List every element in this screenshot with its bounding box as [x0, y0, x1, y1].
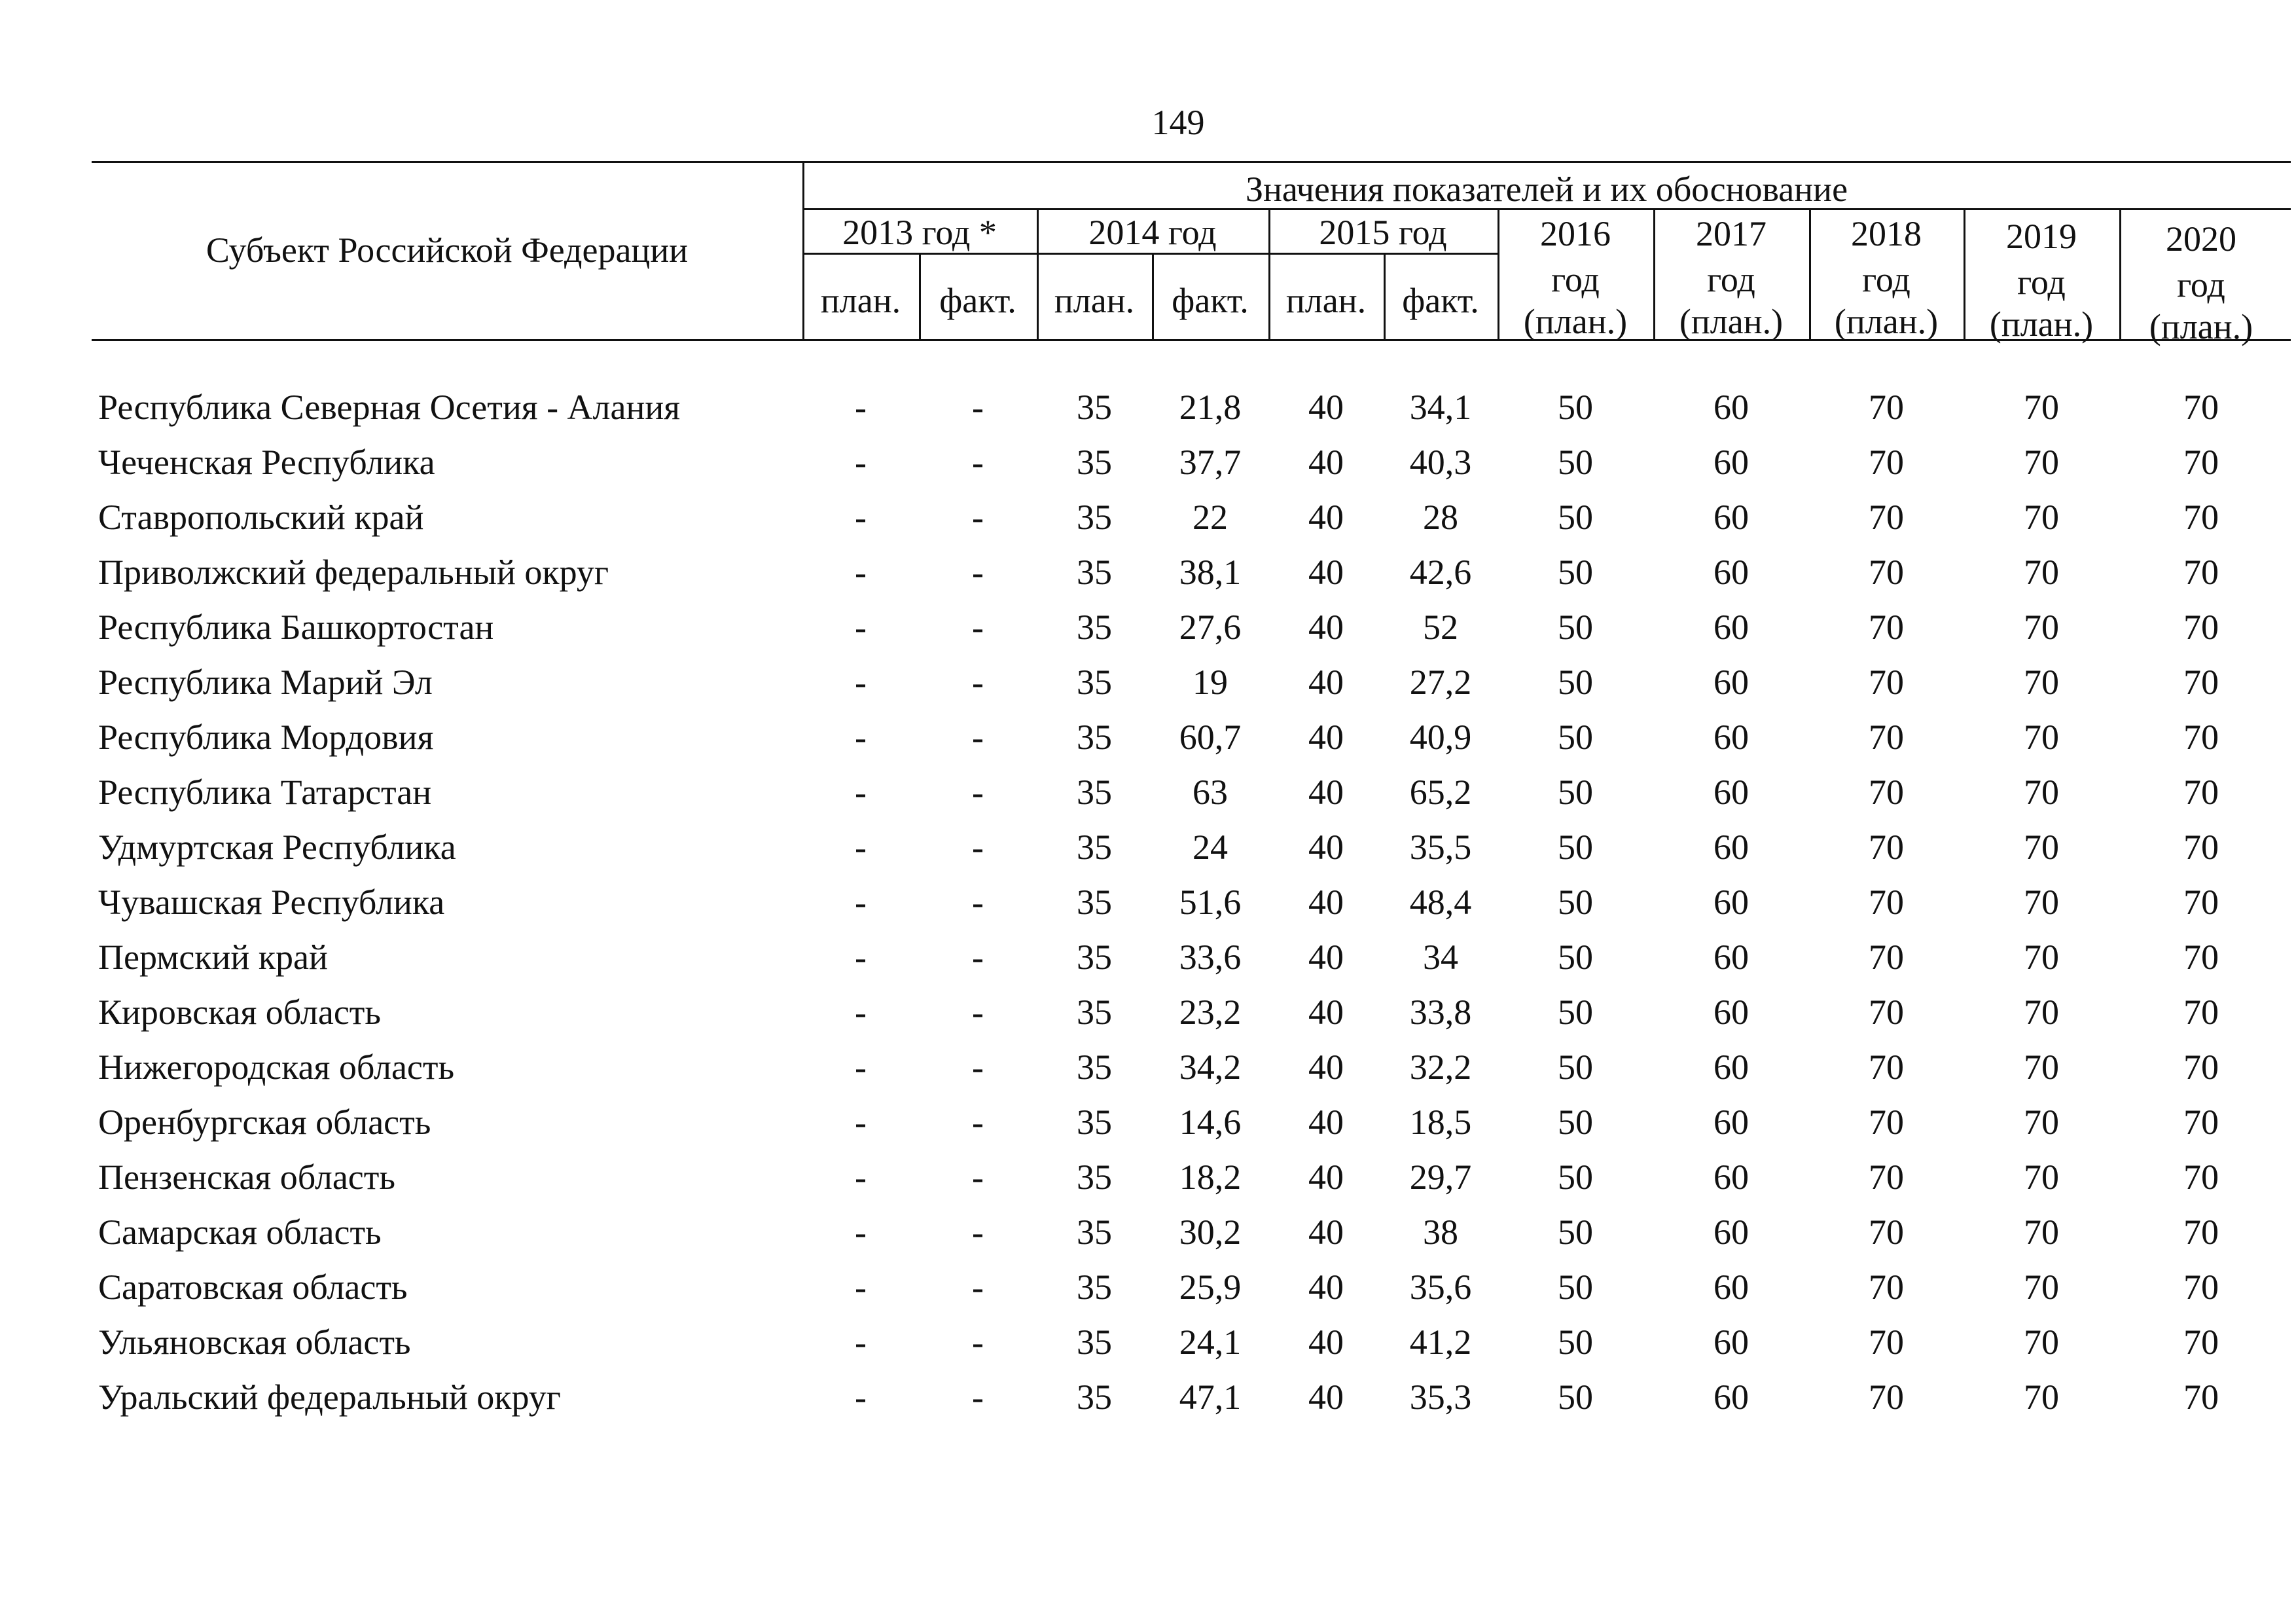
plan-2020-cell: 70	[2183, 498, 2219, 537]
plan-2017-cell: 60	[1713, 1377, 1749, 1417]
fact-2013-header: факт.	[939, 281, 1016, 320]
fact-2013-cell: -	[972, 773, 984, 812]
fact-2015-cell: 40,9	[1409, 718, 1472, 757]
plan-2020-cell: 70	[2183, 608, 2219, 647]
plan-2016-cell: 50	[1558, 1267, 1593, 1307]
fact-2014-cell: 21,8	[1179, 388, 1242, 427]
plan-2013-cell: -	[855, 1158, 867, 1197]
god-2019-label: год	[2017, 263, 2066, 302]
plan-2015-cell: 40	[1308, 1158, 1344, 1197]
plan-2020-cell: 70	[2183, 883, 2219, 922]
plan-2016-cell: 50	[1558, 1213, 1593, 1252]
plan-2019-cell: 70	[2024, 1048, 2059, 1087]
fact-2015-header: факт.	[1402, 281, 1479, 320]
fact-2013-cell: -	[972, 883, 984, 922]
fact-2013-cell: -	[972, 828, 984, 867]
fact-2013-cell: -	[972, 993, 984, 1032]
plan-2018-cell: 70	[1869, 1103, 1904, 1142]
plan-2014-cell: 35	[1077, 828, 1112, 867]
fact-2013-cell: -	[972, 938, 984, 977]
year-2018-header: 2018	[1851, 214, 1922, 253]
year-2019-header: 2019	[2006, 217, 2077, 256]
plan-2018-cell: 70	[1869, 553, 1904, 592]
plan-2013-cell: -	[855, 553, 867, 592]
god-2020-label: год	[2177, 265, 2225, 304]
table-row	[0, 875, 2296, 930]
subject-name-cell: Пермский край	[98, 938, 328, 977]
plan-2016-cell: 50	[1558, 553, 1593, 592]
plan-2017-cell: 60	[1713, 828, 1749, 867]
plan-2020-cell: 70	[2183, 663, 2219, 702]
table-top-rule	[92, 161, 2291, 163]
fact-2015-cell: 35,6	[1409, 1267, 1472, 1307]
plan-2017-cell: 60	[1713, 663, 1749, 702]
subject-name-cell: Республика Северная Осетия - Алания	[98, 388, 681, 427]
plan-2019-cell: 70	[2024, 828, 2059, 867]
plan-2016-cell: 50	[1558, 828, 1593, 867]
fact-2014-cell: 24	[1193, 828, 1228, 867]
page-number: 149	[1151, 103, 1205, 142]
plan-2015-cell: 40	[1308, 1213, 1344, 1252]
plan-2013-cell: -	[855, 773, 867, 812]
fact-2015-cell: 34,1	[1409, 388, 1472, 427]
plan-2014-cell: 35	[1077, 1322, 1112, 1362]
plan-2018-cell: 70	[1869, 1213, 1904, 1252]
fact-2013-cell: -	[972, 608, 984, 647]
fact-2015-cell: 41,2	[1409, 1322, 1472, 1362]
plan-2015-cell: 40	[1308, 388, 1344, 427]
plan-2015-cell: 40	[1308, 883, 1344, 922]
table-row	[0, 1260, 2296, 1315]
table-row	[0, 545, 2296, 600]
table-row	[0, 435, 2296, 490]
plan-2014-cell: 35	[1077, 1158, 1112, 1197]
plan-2020-cell: 70	[2183, 1158, 2219, 1197]
plan-2016-cell: 50	[1558, 1377, 1593, 1417]
plan-2017-cell: 60	[1713, 1103, 1749, 1142]
subject-name-cell: Самарская область	[98, 1213, 382, 1252]
plan-2015-cell: 40	[1308, 553, 1344, 592]
plan-2014-cell: 35	[1077, 773, 1112, 812]
fact-2015-cell: 48,4	[1409, 883, 1472, 922]
year-2014-header: 2014 год	[1088, 213, 1217, 252]
plan-2016-cell: 50	[1558, 1103, 1593, 1142]
fact-2013-cell: -	[972, 1048, 984, 1087]
plan-2018-cell: 70	[1869, 828, 1904, 867]
plan-2016-cell: 50	[1558, 1158, 1593, 1197]
plan-2013-cell: -	[855, 388, 867, 427]
fact-2014-cell: 34,2	[1179, 1048, 1242, 1087]
plan-2017-cell: 60	[1713, 388, 1749, 427]
plan-2015-cell: 40	[1308, 718, 1344, 757]
table-row	[0, 820, 2296, 875]
plan-2014-cell: 35	[1077, 718, 1112, 757]
fact-2015-cell: 33,8	[1409, 993, 1472, 1032]
plan-2015-cell: 40	[1308, 443, 1344, 482]
plan-2016-cell: 50	[1558, 608, 1593, 647]
plan-2013-cell: -	[855, 1377, 867, 1417]
subject-name-cell: Республика Марий Эл	[98, 663, 433, 702]
plan-2019-cell: 70	[2024, 608, 2059, 647]
subject-name-cell: Саратовская область	[98, 1267, 408, 1307]
plan-2017-cell: 60	[1713, 1322, 1749, 1362]
plan-2014-cell: 35	[1077, 443, 1112, 482]
subject-name-cell: Оренбургская область	[98, 1103, 431, 1142]
plan-2015-cell: 40	[1308, 938, 1344, 977]
plan-2014-cell: 35	[1077, 1377, 1112, 1417]
god-2016-label: год	[1551, 260, 1600, 299]
plan-2013-cell: -	[855, 608, 867, 647]
fact-2014-cell: 60,7	[1179, 718, 1242, 757]
plan-2019-cell: 70	[2024, 1322, 2059, 1362]
plan-2014-cell: 35	[1077, 663, 1112, 702]
plan-2017-cell: 60	[1713, 883, 1749, 922]
fact-2013-cell: -	[972, 1103, 984, 1142]
plan-2016-cell: 50	[1558, 993, 1593, 1032]
plan-2015-cell: 40	[1308, 1267, 1344, 1307]
plan-2014-cell: 35	[1077, 938, 1112, 977]
plan-2017-cell: 60	[1713, 993, 1749, 1032]
plan-2020-cell: 70	[2183, 938, 2219, 977]
fact-2014-cell: 51,6	[1179, 883, 1242, 922]
plan-2017-cell: 60	[1713, 608, 1749, 647]
fact-2013-cell: -	[972, 443, 984, 482]
plan-2015-cell: 40	[1308, 608, 1344, 647]
plan-2013-cell: -	[855, 938, 867, 977]
fact-2015-cell: 28	[1423, 498, 1458, 537]
plan-2018-cell: 70	[1869, 663, 1904, 702]
year-group-rule	[802, 253, 1498, 255]
fact-2014-cell: 27,6	[1179, 608, 1242, 647]
plan-2014-cell: 35	[1077, 883, 1112, 922]
plan-2014-cell: 35	[1077, 993, 1112, 1032]
fact-2014-cell: 47,1	[1179, 1377, 1242, 1417]
plan-2015-header: план.	[1285, 281, 1367, 320]
plan-2020-cell: 70	[2183, 1048, 2219, 1087]
fact-2013-cell: -	[972, 498, 984, 537]
subject-name-cell: Приволжский федеральный округ	[98, 553, 609, 592]
plan-2014-cell: 35	[1077, 1048, 1112, 1087]
plan-2017-label: (план.)	[1679, 302, 1784, 341]
table-row	[0, 1315, 2296, 1370]
table-row	[0, 930, 2296, 985]
plan-2019-cell: 70	[2024, 773, 2059, 812]
subject-name-cell: Ставропольский край	[98, 498, 424, 537]
plan-2016-cell: 50	[1558, 938, 1593, 977]
subject-name-cell: Республика Татарстан	[98, 773, 432, 812]
plan-2019-cell: 70	[2024, 498, 2059, 537]
plan-2018-cell: 70	[1869, 1377, 1904, 1417]
plan-2019-cell: 70	[2024, 553, 2059, 592]
fact-2014-cell: 25,9	[1179, 1267, 1242, 1307]
year-2016-header: 2016	[1540, 214, 1611, 253]
subject-name-cell: Республика Башкортостан	[98, 608, 494, 647]
subject-name-cell: Удмуртская Республика	[98, 828, 456, 867]
plan-2019-cell: 70	[2024, 388, 2059, 427]
plan-2016-cell: 50	[1558, 388, 1593, 427]
plan-2013-cell: -	[855, 663, 867, 702]
plan-2014-cell: 35	[1077, 388, 1112, 427]
table-row	[0, 765, 2296, 820]
plan-2019-cell: 70	[2024, 663, 2059, 702]
plan-2020-cell: 70	[2183, 443, 2219, 482]
plan-2020-cell: 70	[2183, 828, 2219, 867]
god-2017-label: год	[1707, 260, 1755, 299]
plan-2016-cell: 50	[1558, 663, 1593, 702]
fact-2014-cell: 19	[1193, 663, 1228, 702]
plan-2019-label: (план.)	[1989, 304, 2094, 344]
table-row	[0, 600, 2296, 655]
plan-2017-cell: 60	[1713, 553, 1749, 592]
plan-2014-cell: 35	[1077, 1103, 1112, 1142]
god-2018-label: год	[1862, 260, 1910, 299]
plan-2016-cell: 50	[1558, 443, 1593, 482]
plan-2020-cell: 70	[2183, 553, 2219, 592]
plan-2019-cell: 70	[2024, 1377, 2059, 1417]
plan-2018-cell: 70	[1869, 388, 1904, 427]
fact-2013-cell: -	[972, 718, 984, 757]
plan-2020-cell: 70	[2183, 1103, 2219, 1142]
plan-2018-cell: 70	[1869, 773, 1904, 812]
plan-2013-cell: -	[855, 828, 867, 867]
plan-2020-cell: 70	[2183, 773, 2219, 812]
plan-2013-cell: -	[855, 443, 867, 482]
subject-name-cell: Ульяновская область	[98, 1322, 411, 1362]
plan-2018-cell: 70	[1869, 938, 1904, 977]
fact-2015-cell: 65,2	[1409, 773, 1472, 812]
fact-2014-cell: 14,6	[1179, 1103, 1242, 1142]
values-group-header: Значения показателей и их обоснование	[1245, 170, 1848, 209]
plan-2017-cell: 60	[1713, 1267, 1749, 1307]
fact-2013-cell: -	[972, 1322, 984, 1362]
plan-2014-cell: 35	[1077, 1213, 1112, 1252]
fact-2014-cell: 18,2	[1179, 1158, 1242, 1197]
plan-2020-cell: 70	[2183, 1377, 2219, 1417]
plan-2013-cell: -	[855, 718, 867, 757]
plan-2019-cell: 70	[2024, 883, 2059, 922]
fact-2013-cell: -	[972, 553, 984, 592]
plan-2019-cell: 70	[2024, 938, 2059, 977]
table-row	[0, 380, 2296, 435]
plan-2020-cell: 70	[2183, 1322, 2219, 1362]
fact-2015-cell: 52	[1423, 608, 1458, 647]
plan-2020-cell: 70	[2183, 1267, 2219, 1307]
plan-2019-cell: 70	[2024, 1103, 2059, 1142]
table-row	[0, 1095, 2296, 1150]
plan-2016-label: (план.)	[1523, 302, 1628, 341]
plan-2016-cell: 50	[1558, 773, 1593, 812]
plan-2019-cell: 70	[2024, 1213, 2059, 1252]
plan-2018-cell: 70	[1869, 1267, 1904, 1307]
subject-name-cell: Кировская область	[98, 993, 382, 1032]
plan-2017-cell: 60	[1713, 498, 1749, 537]
subject-name-cell: Чеченская Республика	[98, 443, 435, 482]
plan-2014-header: план.	[1054, 281, 1135, 320]
plan-2017-cell: 60	[1713, 773, 1749, 812]
plan-2017-cell: 60	[1713, 1213, 1749, 1252]
plan-2013-header: план.	[820, 281, 901, 320]
plan-2014-cell: 35	[1077, 553, 1112, 592]
fact-2014-header: факт.	[1172, 281, 1249, 320]
plan-2017-cell: 60	[1713, 938, 1749, 977]
fact-2014-cell: 63	[1193, 773, 1228, 812]
fact-2013-cell: -	[972, 663, 984, 702]
plan-2018-cell: 70	[1869, 1322, 1904, 1362]
fact-2014-cell: 37,7	[1179, 443, 1242, 482]
plan-2016-cell: 50	[1558, 718, 1593, 757]
plan-2013-cell: -	[855, 498, 867, 537]
plan-2013-cell: -	[855, 883, 867, 922]
plan-2015-cell: 40	[1308, 1103, 1344, 1142]
year-2020-header: 2020	[2166, 219, 2236, 259]
fact-2013-cell: -	[972, 388, 984, 427]
fact-2013-cell: -	[972, 1158, 984, 1197]
plan-2018-cell: 70	[1869, 1158, 1904, 1197]
plan-2015-cell: 40	[1308, 773, 1344, 812]
table-row	[0, 655, 2296, 710]
plan-2016-cell: 50	[1558, 498, 1593, 537]
year-2013-header: 2013 год *	[842, 213, 997, 252]
plan-2015-cell: 40	[1308, 663, 1344, 702]
plan-2018-cell: 70	[1869, 993, 1904, 1032]
plan-2015-cell: 40	[1308, 498, 1344, 537]
subject-name-cell: Уральский федеральный округ	[98, 1377, 561, 1417]
plan-2014-cell: 35	[1077, 608, 1112, 647]
plan-2018-cell: 70	[1869, 883, 1904, 922]
year-2017-header: 2017	[1696, 214, 1767, 253]
fact-2014-cell: 22	[1193, 498, 1228, 537]
plan-2017-cell: 60	[1713, 443, 1749, 482]
plan-2018-cell: 70	[1869, 1048, 1904, 1087]
fact-2015-cell: 29,7	[1409, 1158, 1472, 1197]
plan-2017-cell: 60	[1713, 718, 1749, 757]
fact-2014-cell: 33,6	[1179, 938, 1242, 977]
plan-2013-cell: -	[855, 1048, 867, 1087]
plan-2018-cell: 70	[1869, 498, 1904, 537]
plan-2020-cell: 70	[2183, 993, 2219, 1032]
fact-2015-cell: 38	[1423, 1213, 1458, 1252]
table-row	[0, 1205, 2296, 1260]
plan-2019-cell: 70	[2024, 1267, 2059, 1307]
fact-2015-cell: 27,2	[1409, 663, 1472, 702]
plan-2016-cell: 50	[1558, 1048, 1593, 1087]
plan-2014-cell: 35	[1077, 1267, 1112, 1307]
plan-2015-cell: 40	[1308, 993, 1344, 1032]
plan-2017-cell: 60	[1713, 1158, 1749, 1197]
fact-2015-cell: 35,5	[1409, 828, 1472, 867]
table-row	[0, 985, 2296, 1040]
plan-2015-cell: 40	[1308, 828, 1344, 867]
plan-2015-cell: 40	[1308, 1322, 1344, 1362]
plan-2013-cell: -	[855, 1103, 867, 1142]
fact-2015-cell: 40,3	[1409, 443, 1472, 482]
subject-name-cell: Чувашская Республика	[98, 883, 445, 922]
plan-2019-cell: 70	[2024, 443, 2059, 482]
subject-name-cell: Республика Мордовия	[98, 718, 434, 757]
plan-2018-cell: 70	[1869, 718, 1904, 757]
subject-column-header: Субъект Российской Федерации	[206, 230, 689, 270]
fact-2013-cell: -	[972, 1377, 984, 1417]
plan-2015-cell: 40	[1308, 1377, 1344, 1417]
plan-2014-cell: 35	[1077, 498, 1112, 537]
fact-2015-cell: 18,5	[1409, 1103, 1472, 1142]
plan-2020-label: (план.)	[2149, 307, 2253, 346]
subject-name-cell: Нижегородская область	[98, 1048, 455, 1087]
plan-2018-label: (план.)	[1834, 302, 1939, 341]
fact-2015-cell: 34	[1423, 938, 1458, 977]
table-row	[0, 1370, 2296, 1425]
plan-2018-cell: 70	[1869, 443, 1904, 482]
fact-2015-cell: 32,2	[1409, 1048, 1472, 1087]
fact-2014-cell: 24,1	[1179, 1322, 1242, 1362]
fact-2015-cell: 35,3	[1409, 1377, 1472, 1417]
fact-2015-cell: 42,6	[1409, 553, 1472, 592]
table-row	[0, 490, 2296, 545]
plan-2013-cell: -	[855, 1267, 867, 1307]
plan-2019-cell: 70	[2024, 993, 2059, 1032]
plan-2017-cell: 60	[1713, 1048, 1749, 1087]
table-row	[0, 1150, 2296, 1205]
fact-2014-cell: 23,2	[1179, 993, 1242, 1032]
fact-2013-cell: -	[972, 1267, 984, 1307]
plan-2015-cell: 40	[1308, 1048, 1344, 1087]
plan-2020-cell: 70	[2183, 718, 2219, 757]
plan-2016-cell: 50	[1558, 1322, 1593, 1362]
year-2015-header: 2015 год	[1319, 213, 1447, 252]
fact-2014-cell: 38,1	[1179, 553, 1242, 592]
plan-2020-cell: 70	[2183, 1213, 2219, 1252]
plan-2013-cell: -	[855, 1213, 867, 1252]
fact-2013-cell: -	[972, 1213, 984, 1252]
table-row	[0, 1040, 2296, 1095]
plan-2018-cell: 70	[1869, 608, 1904, 647]
fact-2014-cell: 30,2	[1179, 1213, 1242, 1252]
plan-2013-cell: -	[855, 993, 867, 1032]
plan-2020-cell: 70	[2183, 388, 2219, 427]
plan-2019-cell: 70	[2024, 718, 2059, 757]
subject-name-cell: Пензенская область	[98, 1158, 395, 1197]
plan-2016-cell: 50	[1558, 883, 1593, 922]
plan-2019-cell: 70	[2024, 1158, 2059, 1197]
table-row	[0, 710, 2296, 765]
plan-2013-cell: -	[855, 1322, 867, 1362]
